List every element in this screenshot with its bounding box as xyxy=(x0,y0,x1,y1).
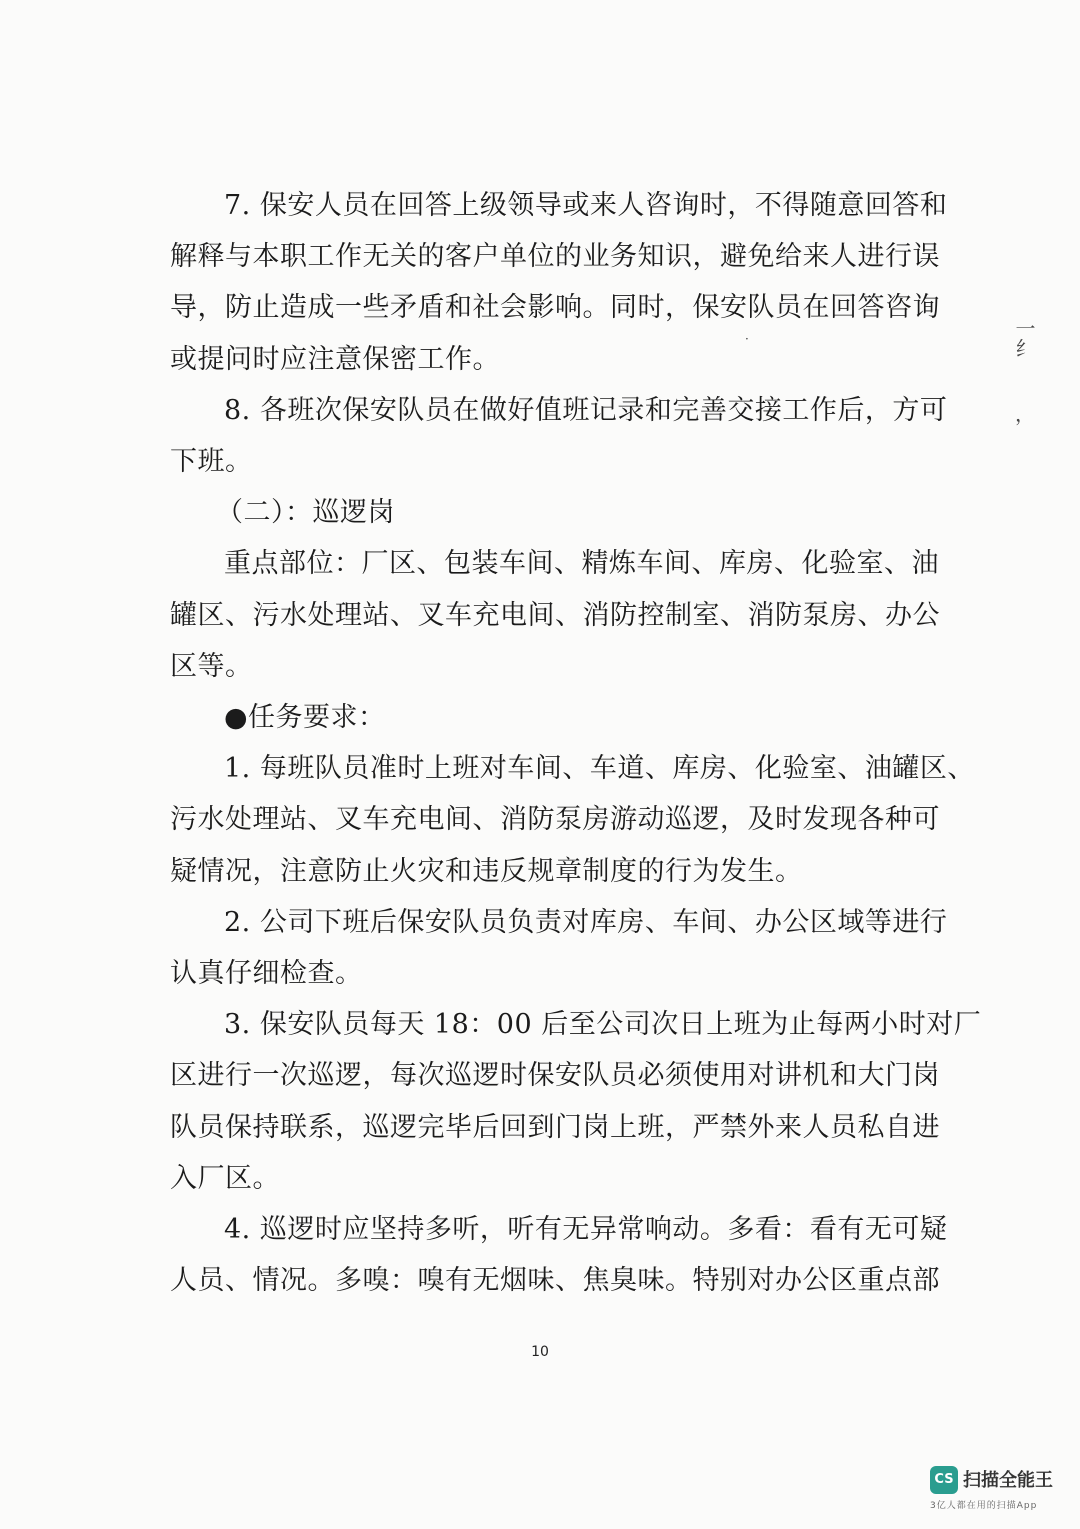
text-line: 区进行一次巡逻，每次巡逻时保安队员必须使用对讲机和大门岗 xyxy=(170,1060,940,1092)
margin-comma-mark: ， xyxy=(1015,402,1035,426)
task-1 xyxy=(170,743,975,897)
text-line: 重点部位：厂区、包装车间、精炼车间、库房、化验室、油 xyxy=(224,548,939,580)
text-line: 罐区、污水处理站、叉车充电间、消防控制室、消防泵房、办公 xyxy=(170,599,940,631)
task-2 xyxy=(170,897,948,999)
document-body xyxy=(170,180,982,1306)
watermark-title: 扫描全能王 xyxy=(963,1470,1053,1491)
margin-scribble: 一纟 xyxy=(1012,318,1036,358)
task-3 xyxy=(170,999,982,1204)
text-line: 2. 公司下班后保安队员负责对库房、车间、办公区域等进行 xyxy=(224,906,948,938)
text-line: 疑情况，注意防止火灾和违反规章制度的行为发生。 xyxy=(170,855,803,887)
scan-dot: · xyxy=(745,332,749,346)
paragraph-key-areas xyxy=(170,538,940,692)
task-requirements-heading xyxy=(170,692,915,743)
paragraph-7 xyxy=(170,180,948,385)
scanner-watermark xyxy=(930,1464,1070,1514)
text-line: 1. 每班队员准时上班对车间、车道、库房、化验室、油罐区、 xyxy=(224,753,975,785)
text-line: 7. 保安人员在回答上级领导或来人咨询时，不得随意回答和 xyxy=(224,190,948,221)
text-line: 污水处理站、叉车充电间、消防泵房游动巡逻，及时发现各种可 xyxy=(170,804,940,836)
text-line: 下班。 xyxy=(170,446,253,478)
text-line: 导，防止造成一些矛盾和社会影响。同时，保安队员在回答咨询 xyxy=(170,292,940,324)
text-line: 解释与本职工作无关的客户单位的业务知识，避免给来人进行误 xyxy=(170,241,940,273)
text-line: ●任务要求： xyxy=(224,702,386,734)
text-line: 人员、情况。多嗅：嗅有无烟味、焦臭味。特别对办公区重点部 xyxy=(170,1265,940,1297)
text-line: 入厂区。 xyxy=(170,1162,280,1194)
text-line: 或提问时应注意保密工作。 xyxy=(170,343,500,375)
task-4 xyxy=(170,1204,948,1306)
section-heading-patrol xyxy=(170,487,915,538)
text-line: 3. 保安队员每天 18：00 后至公司次日上班为止每两小时对厂 xyxy=(224,1009,982,1041)
text-line: 区等。 xyxy=(170,650,253,682)
page-number: 10 xyxy=(531,1344,549,1360)
text-line: 队员保持联系，巡逻完毕后回到门岗上班，严禁外来人员私自进 xyxy=(170,1111,940,1143)
paragraph-8 xyxy=(170,385,948,487)
text-line: （二）：巡逻岗 xyxy=(216,497,395,529)
text-line: 认真仔细检查。 xyxy=(170,958,363,990)
watermark-subtitle: 3亿人都在用的扫描App xyxy=(930,1501,1038,1511)
text-line: 4. 巡逻时应坚持多听，听有无异常响动。多看：看有无可疑 xyxy=(224,1214,948,1246)
text-line: 8. 各班次保安队员在做好值班记录和完善交接工作后，方可 xyxy=(224,394,948,426)
camscanner-logo-icon: CS xyxy=(930,1466,958,1494)
